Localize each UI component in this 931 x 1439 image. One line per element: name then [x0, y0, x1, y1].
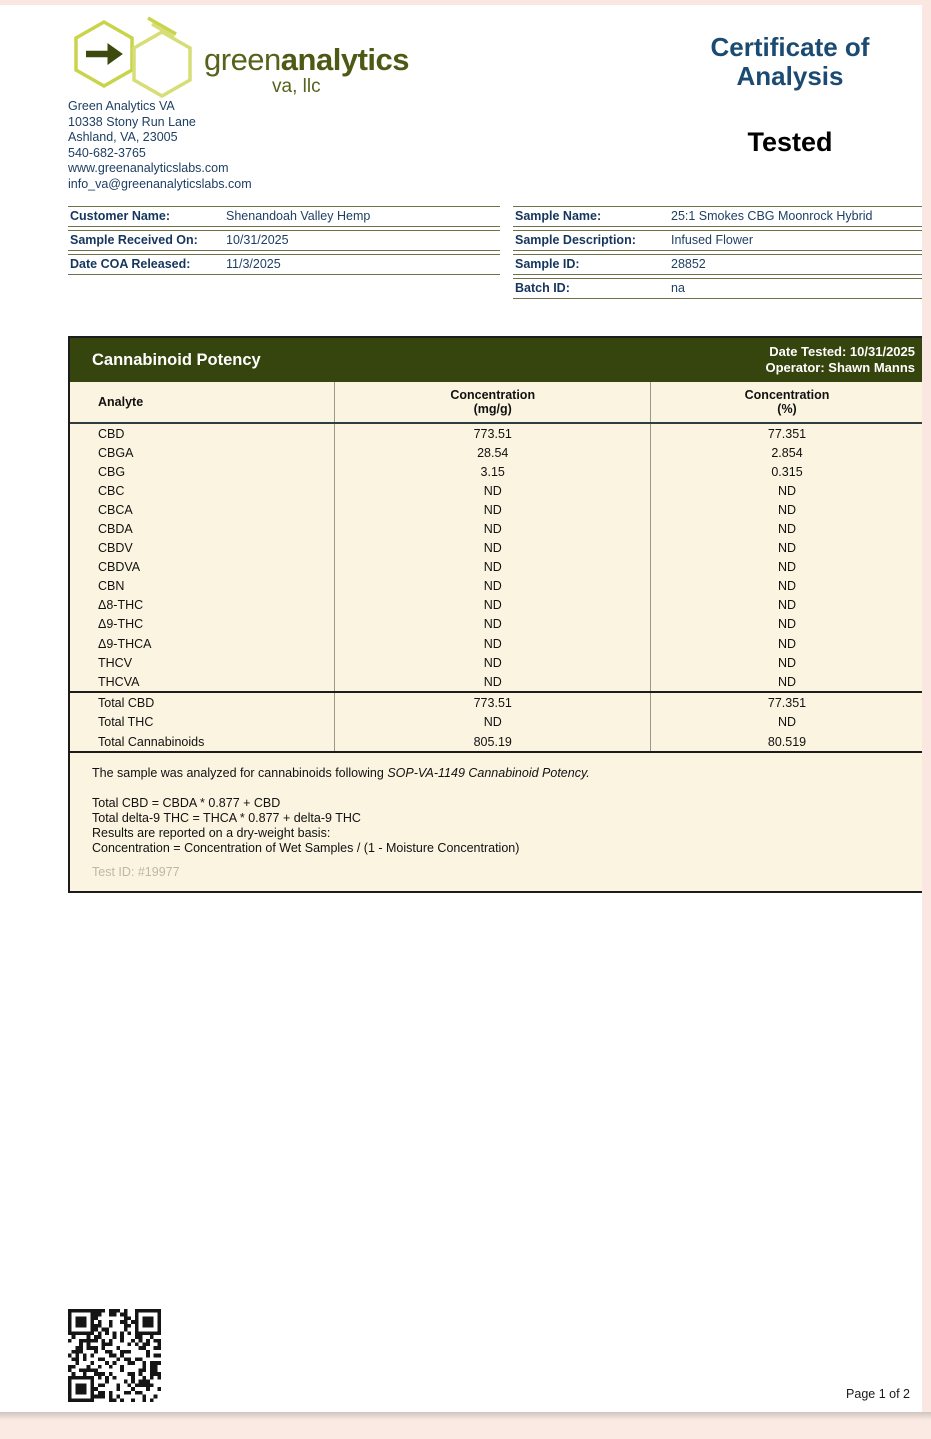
analyte-name: CBCA: [98, 502, 133, 517]
value-mgg: ND: [334, 577, 650, 596]
lab-city: Ashland, VA, 23005: [68, 130, 178, 144]
value-pct: ND: [650, 519, 923, 538]
lab-email-link[interactable]: info_va@greenanalyticslabs.com: [68, 176, 252, 191]
logo-subtitle: va, llc: [272, 76, 321, 97]
info-row: [513, 278, 925, 299]
formula-line: Results are reported on a dry-weight basis:: [92, 826, 331, 841]
analyte-name: Total THC: [98, 715, 154, 730]
lab-name: Green Analytics VA: [68, 99, 175, 113]
value-pct: 0.315: [650, 462, 923, 481]
potency-notes: [70, 751, 923, 891]
sample-info-table: [513, 203, 925, 302]
value-pct: ND: [650, 577, 923, 596]
info-label: Sample ID:: [513, 254, 669, 275]
value-pct: ND: [650, 500, 923, 519]
value-pct: ND: [650, 713, 923, 732]
qr-code: [68, 1309, 161, 1402]
potency-row: [70, 615, 923, 634]
analyte-name: CBD: [98, 426, 125, 441]
potency-row: [70, 539, 923, 558]
potency-row: [70, 672, 923, 691]
analyte-name: Total Cannabinoids: [98, 734, 205, 749]
analyte-name: THCV: [98, 655, 133, 670]
info-value: 25:1 Smokes CBG Moonrock Hybrid: [669, 206, 925, 227]
value-pct: ND: [650, 615, 923, 634]
info-row: [68, 254, 500, 275]
certificate-title: [655, 33, 925, 91]
logo-hexagons-icon: [62, 14, 207, 104]
column-header-concentration-pct: Concentration (%): [650, 382, 923, 422]
status-tested: Tested: [747, 127, 833, 157]
potency-section-header: [70, 338, 923, 382]
value-pct: 77.351: [650, 424, 923, 443]
info-row: [513, 254, 925, 275]
info-row: [513, 206, 925, 227]
info-label: Date COA Released:: [68, 254, 224, 275]
logo-word-green: green: [204, 42, 281, 77]
page-edge-top: [0, 0, 931, 5]
value-mgg: ND: [334, 481, 650, 500]
analyte-name: CBN: [98, 579, 125, 594]
page-number: Page 1 of 2: [846, 1387, 910, 1401]
potency-total-row: [70, 732, 923, 751]
potency-total-row: [70, 693, 923, 712]
column-header-analyte: Analyte: [98, 394, 144, 409]
value-mgg: ND: [334, 615, 650, 634]
lab-address-block: [68, 99, 252, 192]
potency-row: [70, 653, 923, 672]
analyte-name: CBDV: [98, 541, 133, 556]
company-logo: [62, 14, 409, 104]
info-label: Batch ID:: [513, 278, 669, 299]
potency-row: [70, 481, 923, 500]
analyte-name: THCVA: [98, 674, 140, 689]
info-value: Shenandoah Valley Hemp: [224, 206, 500, 227]
lab-phone: 540-682-3765: [68, 145, 146, 160]
info-value: Infused Flower: [669, 230, 925, 251]
potency-row: [70, 558, 923, 577]
right-arrow-icon: [86, 44, 122, 64]
operator: Operator: Shawn Manns: [765, 360, 915, 375]
value-mgg: 3.15: [334, 462, 650, 481]
analyte-name: Δ9-THCA: [98, 636, 152, 651]
info-label: Customer Name:: [68, 206, 224, 227]
logo-wordmark: [204, 42, 409, 78]
potency-total-row: [70, 713, 923, 732]
value-pct: ND: [650, 539, 923, 558]
potency-table-body: [70, 424, 923, 691]
potency-row: [70, 577, 923, 596]
value-mgg: 773.51: [334, 693, 650, 712]
method-note: The sample was analyzed for cannabinoids following SOP-VA-1149 Cannabinoid Potency.: [92, 766, 590, 781]
potency-row: [70, 500, 923, 519]
analyte-name: CBG: [98, 464, 126, 479]
customer-info-table: [68, 203, 500, 278]
date-tested: Date Tested: 10/31/2025: [769, 343, 915, 359]
section-title: Cannabinoid Potency: [92, 350, 261, 369]
value-mgg: 773.51: [334, 424, 650, 443]
value-mgg: ND: [334, 500, 650, 519]
potency-row: [70, 634, 923, 653]
value-pct: ND: [650, 481, 923, 500]
value-pct: ND: [650, 558, 923, 577]
analyte-name: CBGA: [98, 445, 134, 460]
value-pct: ND: [650, 634, 923, 653]
value-mgg: ND: [334, 596, 650, 615]
value-mgg: ND: [334, 653, 650, 672]
value-mgg: ND: [334, 519, 650, 538]
logo-word-analytics: analytics: [280, 42, 409, 77]
value-mgg: 28.54: [334, 443, 650, 462]
column-header-concentration-mgg: Concentration (mg/g): [334, 382, 650, 422]
section-meta: [765, 344, 915, 377]
formula-notes: [92, 796, 901, 856]
test-id: Test ID: #19977: [92, 865, 180, 880]
cannabinoid-potency-section: [68, 336, 925, 893]
certificate-title-line2: Analysis: [736, 61, 844, 91]
potency-row: [70, 596, 923, 615]
info-value: na: [669, 278, 925, 299]
page-edge-right: [922, 0, 931, 1439]
formula-line: Total delta-9 THC = THCA * 0.877 + delta-9 THC: [92, 811, 361, 826]
value-pct: ND: [650, 653, 923, 672]
value-pct: 2.854: [650, 443, 923, 462]
value-mgg: ND: [334, 634, 650, 653]
value-pct: ND: [650, 596, 923, 615]
analyte-name: CBC: [98, 483, 125, 498]
analyte-name: CBDA: [98, 522, 133, 537]
info-row: [68, 230, 500, 251]
info-label: Sample Description:: [513, 230, 669, 251]
value-mgg: ND: [334, 672, 650, 691]
potency-row: [70, 519, 923, 538]
potency-row: [70, 443, 923, 462]
potency-table-totals: [70, 691, 923, 751]
formula-line: Total CBD = CBDA * 0.877 + CBD: [92, 796, 281, 811]
value-mgg: 805.19: [334, 732, 650, 751]
info-value: 10/31/2025: [224, 230, 500, 251]
potency-column-headers: [70, 382, 923, 424]
potency-row: [70, 462, 923, 481]
page-edge-bottom: [0, 1413, 931, 1439]
lab-street: 10338 Stony Run Lane: [68, 114, 196, 129]
value-mgg: ND: [334, 713, 650, 732]
info-row: [513, 230, 925, 251]
formula-line: Concentration = Concentration of Wet Samples / (1 - Moisture Concentration): [92, 841, 520, 856]
potency-row: [70, 424, 923, 443]
lab-website-link[interactable]: www.greenanalyticslabs.com: [68, 161, 229, 175]
value-mgg: ND: [334, 558, 650, 577]
analyte-name: Δ8-THC: [98, 598, 144, 613]
analyte-name: CBDVA: [98, 560, 141, 575]
info-label: Sample Name:: [513, 206, 669, 227]
value-mgg: ND: [334, 539, 650, 558]
info-value: 11/3/2025: [224, 254, 500, 275]
info-value: 28852: [669, 254, 925, 275]
value-pct: 77.351: [650, 693, 923, 712]
info-label: Sample Received On:: [68, 230, 224, 251]
value-pct: ND: [650, 672, 923, 691]
certificate-title-line1: Certificate of: [710, 32, 870, 62]
value-pct: 80.519: [650, 732, 923, 751]
analyte-name: Total CBD: [98, 696, 155, 710]
info-row: [68, 206, 500, 227]
analyte-name: Δ9-THC: [98, 617, 144, 632]
